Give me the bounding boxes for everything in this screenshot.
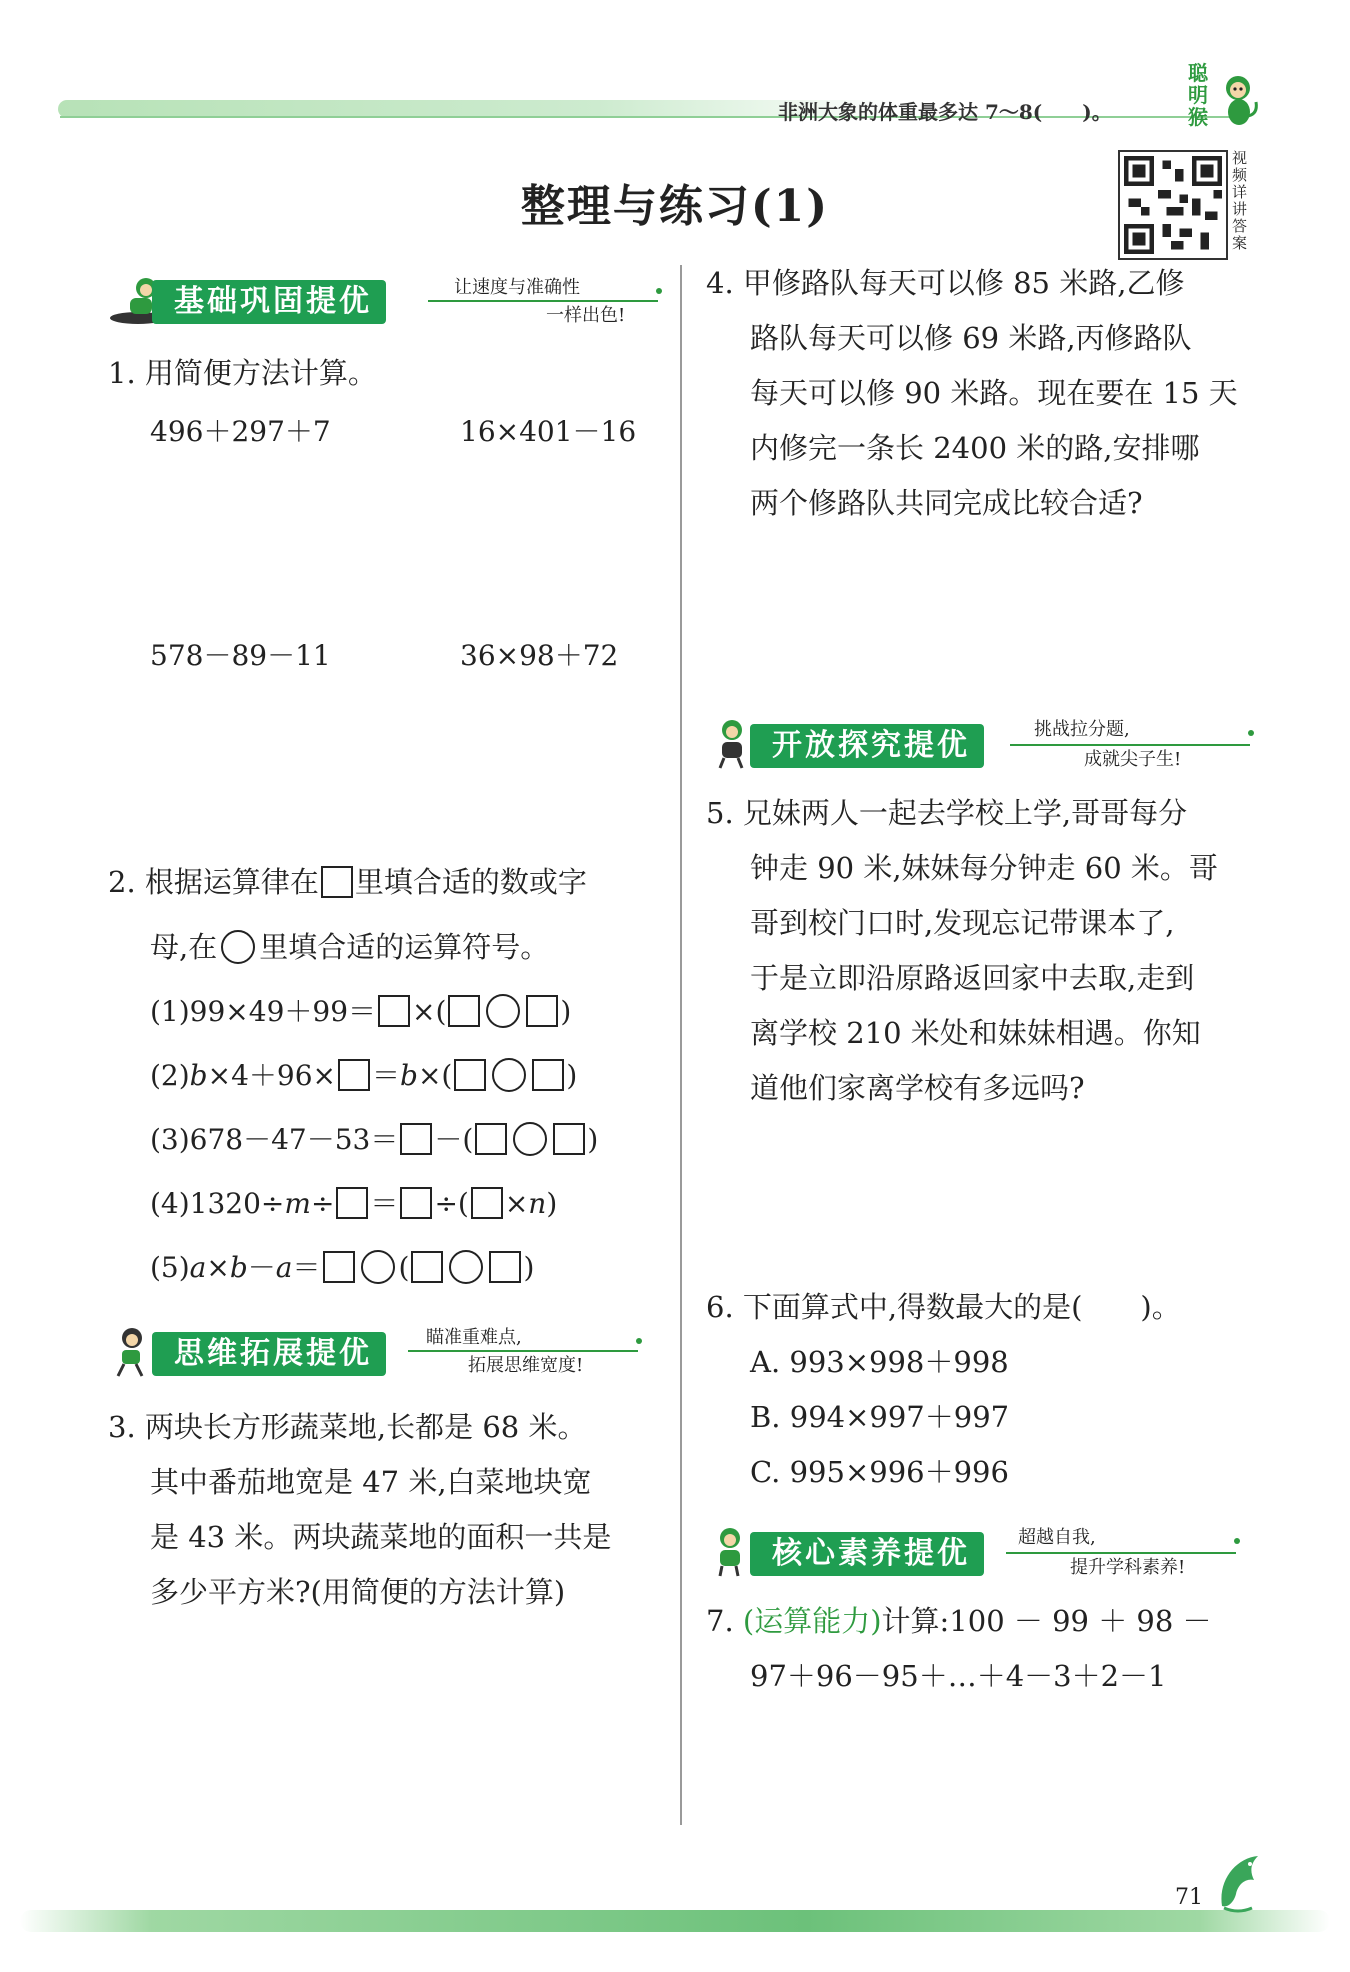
q2-item4-text: ÷	[310, 1187, 335, 1220]
q3-line-1: 3. 两块长方形蔬菜地,长都是 68 米。	[108, 1410, 587, 1444]
q2-item1-text: (1)99×49＋99＝	[150, 995, 377, 1028]
section-core-slogan2: 提升学科素养!	[1070, 1557, 1186, 1578]
q2-sym: ×(	[412, 995, 447, 1028]
q7-line-1	[706, 1594, 1212, 1649]
q7-line1-text: 计算:100 － 99 ＋ 98 －	[881, 1604, 1212, 1638]
monkey-mascot-icon	[1218, 72, 1260, 128]
q4-line-4: 内修完一条长 2400 米的路,安排哪	[750, 431, 1200, 465]
answer-box[interactable]	[323, 1251, 355, 1283]
q2-item-4	[150, 1182, 557, 1222]
section-open-title: 开放探究提优	[750, 724, 984, 768]
q2-line1-text-a: 2. 根据运算律在	[108, 865, 319, 899]
section-open-slogan1: 挑战拉分题,	[1034, 719, 1130, 740]
section-open-underline	[1010, 744, 1250, 746]
section-basic-slogan1: 让速度与准确性	[454, 277, 580, 298]
q2-var: b	[400, 1059, 418, 1092]
q3-line-3: 是 43 米。两块蔬菜地的面积一共是	[150, 1520, 612, 1554]
q6-option-c[interactable]: C. 995×996＋996	[750, 1455, 1009, 1489]
q2-item3-text: (3)678－47－53＝	[150, 1123, 399, 1156]
answer-circle[interactable]	[221, 930, 255, 964]
section-thinking-dot	[636, 1338, 642, 1344]
q5-line-4: 于是立即沿原路返回家中去取,走到	[750, 961, 1195, 995]
q7-number: 7.	[706, 1604, 743, 1638]
section-open-dot	[1248, 730, 1254, 736]
q2-sym: )	[523, 1251, 535, 1284]
q7-skill-tag: (运算能力)	[742, 1604, 882, 1638]
brand-label: 聪明猴	[1188, 61, 1208, 129]
section-core-slogan1: 超越自我,	[1018, 1527, 1096, 1548]
q1-expr-2: 16×401－16	[460, 415, 637, 448]
column-divider	[680, 265, 682, 1825]
answer-box[interactable]	[532, 1059, 564, 1091]
q2-item4-text: ÷(	[434, 1187, 469, 1220]
section-core-dot	[1234, 1538, 1240, 1544]
section-thinking-title: 思维拓展提优	[152, 1332, 386, 1376]
qr-code-icon[interactable]	[1118, 150, 1228, 260]
answer-box[interactable]	[411, 1251, 443, 1283]
trivia-question: 非洲大象的体重最多达 7～8( )。	[778, 100, 1112, 124]
q2-item-2	[150, 1054, 577, 1094]
section-basic	[108, 274, 668, 326]
q2-item5-text: (5)	[150, 1251, 190, 1284]
q2-line-2	[150, 920, 549, 975]
q2-line2-text-a: 母,在	[150, 930, 218, 964]
q2-sym: (	[398, 1251, 410, 1284]
q1-stem: 1. 用简便方法计算。	[108, 356, 377, 390]
q2-item-5	[150, 1246, 534, 1286]
q6-option-b[interactable]: B. 994×997＋997	[750, 1400, 1010, 1434]
answer-circle[interactable]	[449, 1250, 483, 1284]
q2-item-1	[150, 990, 571, 1030]
answer-box[interactable]	[400, 1187, 432, 1219]
q2-item5-text: ＝	[292, 1251, 321, 1284]
page-number: 71	[1175, 1885, 1203, 1910]
answer-circle[interactable]	[486, 994, 520, 1028]
answer-circle[interactable]	[361, 1250, 395, 1284]
q7-line-2: 97＋96－95＋…＋4－3＋2－1	[750, 1659, 1167, 1693]
q2-sym: )	[587, 1123, 599, 1156]
q2-line-1	[108, 855, 587, 910]
q3-line-4: 多少平方米?(用简便的方法计算)	[150, 1575, 566, 1609]
answer-box[interactable]	[471, 1187, 503, 1219]
section-basic-slogan2: 一样出色!	[546, 305, 626, 326]
answer-circle[interactable]	[513, 1122, 547, 1156]
answer-box[interactable]	[400, 1123, 432, 1155]
q2-sym: )	[560, 995, 572, 1028]
q2-var: a	[189, 1251, 207, 1284]
answer-box[interactable]	[336, 1187, 368, 1219]
q2-item4-text: ×	[504, 1187, 529, 1220]
q2-item2-text: (2)	[150, 1059, 190, 1092]
answer-box[interactable]	[489, 1251, 521, 1283]
bottom-banner	[20, 1910, 1330, 1932]
q2-item4-text: (4)1320÷	[150, 1187, 285, 1220]
q2-item5-text: ×	[206, 1251, 230, 1284]
q5-line-2: 钟走 90 米,妹妹每分钟走 60 米。哥	[750, 851, 1218, 885]
section-open-slogan2: 成就尖子生!	[1084, 749, 1182, 770]
q2-sym: －(	[434, 1123, 474, 1156]
answer-box[interactable]	[378, 995, 410, 1027]
q4-line-5: 两个修路队共同完成比较合适?	[750, 486, 1143, 520]
answer-box[interactable]	[475, 1123, 507, 1155]
qr-video-label: 视频详讲答案	[1232, 149, 1248, 252]
section-thinking-underline	[408, 1350, 638, 1352]
q3-line-2: 其中番茄地宽是 47 米,白菜地块宽	[150, 1465, 592, 1499]
section-thinking-slogan2: 拓展思维宽度!	[468, 1355, 584, 1376]
section-core-title: 核心素养提优	[750, 1532, 984, 1576]
q2-line1-text-b: 里填合适的数或字	[354, 865, 587, 899]
answer-box[interactable]	[338, 1059, 370, 1091]
page-title: 整理与练习(1)	[520, 181, 830, 232]
q1-expr-1: 496＋297＋7	[150, 415, 331, 448]
q2-var: b	[189, 1059, 208, 1092]
section-core-underline	[1006, 1552, 1236, 1554]
q5-line-1: 5. 兄妹两人一起去学校上学,哥哥每分	[706, 796, 1188, 830]
q2-var: n	[528, 1187, 547, 1220]
q2-item-3	[150, 1118, 598, 1158]
q1-expr-3: 578－89－11	[150, 639, 331, 672]
q2-item2-text: ×4＋96×	[207, 1059, 336, 1092]
q2-item4-text: ＝	[370, 1187, 399, 1220]
answer-box[interactable]	[553, 1123, 585, 1155]
q2-item5-text: －	[247, 1251, 276, 1284]
q4-line-2: 路队每天可以修 69 米路,丙修路队	[750, 321, 1192, 355]
answer-box[interactable]	[454, 1059, 486, 1091]
section-basic-dot	[656, 288, 662, 294]
q2-var: m	[284, 1187, 311, 1220]
section-core	[706, 1526, 1246, 1578]
answer-box[interactable]	[321, 866, 353, 898]
q4-line-1: 4. 甲修路队每天可以修 85 米路,乙修	[706, 266, 1185, 300]
q2-var: b	[229, 1251, 248, 1284]
section-thinking	[108, 1326, 648, 1378]
answer-box[interactable]	[448, 995, 480, 1027]
q6-stem: 6. 下面算式中,得数最大的是( )。	[706, 1290, 1181, 1324]
q6-option-a[interactable]: A. 993×998＋998	[750, 1345, 1009, 1379]
q2-item2-text: ×(	[417, 1059, 453, 1092]
q2-sym: )	[546, 1187, 558, 1220]
section-basic-title: 基础巩固提优	[152, 280, 386, 324]
q5-line-3: 哥到校门口时,发现忘记带课本了,	[750, 906, 1175, 940]
answer-box[interactable]	[526, 995, 558, 1027]
dolphin-icon	[1210, 1850, 1270, 1920]
q1-expr-4: 36×98＋72	[460, 639, 619, 672]
answer-circle[interactable]	[492, 1058, 526, 1092]
q2-sym: )	[566, 1059, 578, 1092]
q2-var: a	[275, 1251, 293, 1284]
section-open	[706, 718, 1266, 770]
q2-item2-text: ＝	[371, 1059, 400, 1092]
section-basic-underline	[428, 300, 658, 302]
section-thinking-slogan1: 瞄准重难点,	[426, 1327, 522, 1348]
q2-line2-text-b: 里填合适的运算符号。	[259, 930, 550, 964]
q4-line-3: 每天可以修 90 米路。现在要在 15 天	[750, 376, 1238, 410]
q5-line-6: 道他们家离学校有多远吗?	[750, 1071, 1085, 1105]
q5-line-5: 离学校 210 米处和妹妹相遇。你知	[750, 1016, 1201, 1050]
